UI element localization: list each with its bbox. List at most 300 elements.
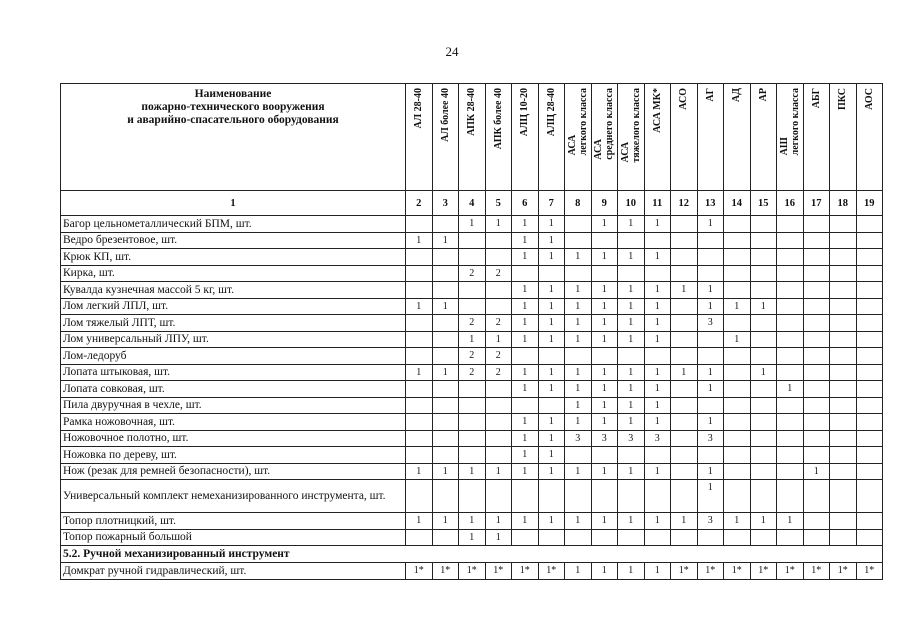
table-row xyxy=(61,397,883,414)
quantity-cell xyxy=(777,232,804,249)
quantity-cell: 1* xyxy=(538,563,565,580)
quantity-cell xyxy=(856,430,883,447)
quantity-cell: 2 xyxy=(459,364,486,381)
table-row xyxy=(61,331,883,348)
quantity-cell: 1 xyxy=(644,249,671,266)
quantity-cell xyxy=(830,480,857,513)
quantity-cell xyxy=(697,331,724,348)
item-name: Кирка, шт. xyxy=(61,265,406,282)
quantity-cell xyxy=(724,447,751,464)
quantity-cell: 2 xyxy=(459,348,486,365)
quantity-cell xyxy=(485,381,512,398)
quantity-cell xyxy=(830,216,857,233)
header-column-6 xyxy=(538,84,565,191)
header-name-line-1: Наименование xyxy=(194,88,272,100)
quantity-cell xyxy=(565,265,592,282)
quantity-cell xyxy=(459,298,486,315)
quantity-cell: 1 xyxy=(512,430,539,447)
item-name: Лопата совковая, шт. xyxy=(61,381,406,398)
quantity-cell xyxy=(459,282,486,299)
quantity-cell: 1 xyxy=(644,397,671,414)
quantity-cell xyxy=(856,397,883,414)
header-column-label: АСА тяжелого класса xyxy=(619,88,642,163)
quantity-cell xyxy=(538,480,565,513)
quantity-cell xyxy=(750,265,777,282)
column-number: 16 xyxy=(777,191,804,216)
item-name: Крюк КП, шт. xyxy=(61,249,406,266)
header-column-11 xyxy=(671,84,698,191)
quantity-cell: 2 xyxy=(459,265,486,282)
header-column-label: АЛЦ 28-40 xyxy=(545,88,557,137)
quantity-cell xyxy=(406,381,433,398)
quantity-cell: 3 xyxy=(591,430,618,447)
quantity-cell xyxy=(777,331,804,348)
quantity-cell xyxy=(803,414,830,431)
header-column-label: АСА среднего класса xyxy=(593,88,616,160)
quantity-cell: 1 xyxy=(538,282,565,299)
quantity-cell: 1 xyxy=(618,315,645,332)
quantity-cell xyxy=(724,463,751,480)
quantity-cell xyxy=(830,430,857,447)
quantity-cell: 1 xyxy=(485,331,512,348)
quantity-cell xyxy=(644,447,671,464)
quantity-cell: 1 xyxy=(512,315,539,332)
quantity-cell xyxy=(512,397,539,414)
quantity-cell xyxy=(406,249,433,266)
table-row xyxy=(61,513,883,530)
quantity-cell xyxy=(697,265,724,282)
table-row xyxy=(61,216,883,233)
item-name: Лом легкий ЛПЛ, шт. xyxy=(61,298,406,315)
quantity-cell xyxy=(697,529,724,546)
table-row xyxy=(61,480,883,513)
quantity-cell xyxy=(406,447,433,464)
quantity-cell: 1 xyxy=(591,364,618,381)
quantity-cell xyxy=(803,364,830,381)
header-column-label: АПК более 40 xyxy=(492,88,504,150)
quantity-cell xyxy=(644,529,671,546)
quantity-cell: 1* xyxy=(485,563,512,580)
quantity-cell: 1 xyxy=(538,298,565,315)
quantity-cell xyxy=(671,414,698,431)
quantity-cell xyxy=(856,298,883,315)
quantity-cell: 1 xyxy=(671,513,698,530)
quantity-cell xyxy=(830,447,857,464)
quantity-cell xyxy=(777,216,804,233)
quantity-cell: 1* xyxy=(750,563,777,580)
quantity-cell xyxy=(671,529,698,546)
quantity-cell: 1 xyxy=(644,563,671,580)
header-column-8 xyxy=(591,84,618,191)
quantity-cell: 1 xyxy=(644,463,671,480)
table-row xyxy=(61,265,883,282)
quantity-cell: 1 xyxy=(565,331,592,348)
quantity-cell xyxy=(856,480,883,513)
quantity-cell xyxy=(565,447,592,464)
quantity-cell: 1 xyxy=(565,364,592,381)
quantity-cell xyxy=(485,298,512,315)
quantity-cell xyxy=(750,463,777,480)
quantity-cell xyxy=(803,232,830,249)
quantity-cell xyxy=(432,216,459,233)
quantity-cell xyxy=(830,315,857,332)
quantity-cell xyxy=(856,447,883,464)
quantity-cell xyxy=(803,315,830,332)
quantity-cell xyxy=(697,232,724,249)
quantity-cell xyxy=(856,414,883,431)
table-row xyxy=(61,414,883,431)
quantity-cell xyxy=(803,430,830,447)
header-column-17 xyxy=(830,84,857,191)
quantity-cell: 1 xyxy=(565,463,592,480)
quantity-cell xyxy=(856,249,883,266)
table-row xyxy=(61,430,883,447)
quantity-cell: 1 xyxy=(512,249,539,266)
quantity-cell xyxy=(724,315,751,332)
quantity-cell: 1 xyxy=(591,463,618,480)
quantity-cell xyxy=(777,282,804,299)
quantity-cell: 2 xyxy=(485,348,512,365)
quantity-cell xyxy=(830,463,857,480)
quantity-cell xyxy=(830,265,857,282)
quantity-cell xyxy=(485,414,512,431)
quantity-cell: 1 xyxy=(724,513,751,530)
quantity-cell: 1 xyxy=(644,216,671,233)
quantity-cell: 1* xyxy=(724,563,751,580)
quantity-cell xyxy=(830,331,857,348)
quantity-cell: 1 xyxy=(697,282,724,299)
quantity-cell: 1 xyxy=(565,381,592,398)
quantity-cell: 1* xyxy=(512,563,539,580)
column-number: 11 xyxy=(644,191,671,216)
quantity-cell: 2 xyxy=(485,265,512,282)
item-name: Лом универсальный ЛПУ, шт. xyxy=(61,331,406,348)
quantity-cell xyxy=(777,315,804,332)
quantity-cell xyxy=(777,298,804,315)
quantity-cell xyxy=(671,216,698,233)
quantity-cell xyxy=(750,249,777,266)
quantity-cell: 1 xyxy=(512,298,539,315)
quantity-cell: 1 xyxy=(618,397,645,414)
quantity-cell xyxy=(406,282,433,299)
quantity-cell xyxy=(856,216,883,233)
quantity-cell xyxy=(485,232,512,249)
quantity-cell xyxy=(777,447,804,464)
quantity-cell: 1 xyxy=(618,282,645,299)
quantity-cell xyxy=(406,315,433,332)
quantity-cell xyxy=(724,216,751,233)
header-name-cell xyxy=(61,84,406,191)
quantity-cell: 1 xyxy=(512,463,539,480)
quantity-cell xyxy=(671,447,698,464)
quantity-cell xyxy=(724,282,751,299)
quantity-cell xyxy=(432,265,459,282)
table-row xyxy=(61,447,883,464)
quantity-cell xyxy=(830,249,857,266)
header-column-15 xyxy=(777,84,804,191)
quantity-cell: 1 xyxy=(459,216,486,233)
quantity-cell: 1 xyxy=(591,249,618,266)
quantity-cell xyxy=(671,298,698,315)
quantity-cell xyxy=(777,265,804,282)
quantity-cell xyxy=(432,381,459,398)
header-column-7 xyxy=(565,84,592,191)
column-number: 5 xyxy=(485,191,512,216)
quantity-cell xyxy=(803,331,830,348)
quantity-cell: 1 xyxy=(512,447,539,464)
quantity-cell: 1 xyxy=(618,249,645,266)
section-header-row xyxy=(61,546,883,563)
quantity-cell xyxy=(591,348,618,365)
quantity-cell xyxy=(724,249,751,266)
quantity-cell xyxy=(803,216,830,233)
quantity-cell: 1 xyxy=(512,364,539,381)
quantity-cell: 2 xyxy=(459,315,486,332)
quantity-cell xyxy=(671,397,698,414)
quantity-cell: 1 xyxy=(644,298,671,315)
column-number: 10 xyxy=(618,191,645,216)
quantity-cell xyxy=(485,430,512,447)
quantity-cell xyxy=(724,381,751,398)
quantity-cell xyxy=(803,282,830,299)
table-header-row xyxy=(61,84,883,191)
quantity-cell xyxy=(406,265,433,282)
quantity-cell xyxy=(618,232,645,249)
header-column-1 xyxy=(406,84,433,191)
quantity-cell: 1 xyxy=(591,216,618,233)
quantity-cell: 1 xyxy=(565,298,592,315)
quantity-cell xyxy=(830,513,857,530)
quantity-cell: 3 xyxy=(565,430,592,447)
quantity-cell: 1 xyxy=(512,232,539,249)
quantity-cell: 1 xyxy=(644,414,671,431)
quantity-cell xyxy=(856,348,883,365)
quantity-cell xyxy=(750,216,777,233)
quantity-cell: 1 xyxy=(512,216,539,233)
quantity-cell xyxy=(750,348,777,365)
quantity-cell xyxy=(671,331,698,348)
quantity-cell: 1 xyxy=(538,447,565,464)
item-name: Ведро брезентовое, шт. xyxy=(61,232,406,249)
quantity-cell: 1 xyxy=(618,331,645,348)
quantity-cell: 1* xyxy=(830,563,857,580)
quantity-cell: 1 xyxy=(512,331,539,348)
quantity-cell: 1 xyxy=(565,563,592,580)
quantity-cell xyxy=(618,447,645,464)
quantity-cell: 1 xyxy=(565,249,592,266)
quantity-cell: 1 xyxy=(644,331,671,348)
quantity-cell: 1 xyxy=(565,513,592,530)
quantity-cell: 1 xyxy=(459,529,486,546)
quantity-cell xyxy=(512,480,539,513)
quantity-cell xyxy=(777,529,804,546)
column-number-row xyxy=(61,191,883,216)
quantity-cell xyxy=(432,430,459,447)
column-number: 18 xyxy=(830,191,857,216)
header-column-13 xyxy=(724,84,751,191)
quantity-cell xyxy=(724,397,751,414)
header-column-label: ПКС xyxy=(837,88,849,111)
quantity-cell: 1 xyxy=(591,414,618,431)
quantity-cell xyxy=(644,480,671,513)
quantity-cell: 1 xyxy=(591,331,618,348)
quantity-cell xyxy=(671,381,698,398)
quantity-cell xyxy=(750,331,777,348)
quantity-cell: 3 xyxy=(697,430,724,447)
item-name: Нож (резак для ремней безопасности), шт. xyxy=(61,463,406,480)
quantity-cell xyxy=(750,529,777,546)
header-column-label: АСА легкого класса xyxy=(566,88,589,156)
quantity-cell xyxy=(777,364,804,381)
item-name: Топор плотницкий, шт. xyxy=(61,513,406,530)
column-number: 4 xyxy=(459,191,486,216)
quantity-cell: 1 xyxy=(750,364,777,381)
column-number: 15 xyxy=(750,191,777,216)
quantity-cell xyxy=(830,529,857,546)
quantity-cell: 1 xyxy=(591,563,618,580)
quantity-cell xyxy=(618,480,645,513)
quantity-cell: 1 xyxy=(697,463,724,480)
table-row xyxy=(61,249,883,266)
quantity-cell: 1 xyxy=(406,232,433,249)
quantity-cell xyxy=(538,265,565,282)
quantity-cell: 1* xyxy=(777,563,804,580)
quantity-cell xyxy=(671,430,698,447)
quantity-cell xyxy=(406,216,433,233)
quantity-cell xyxy=(406,331,433,348)
header-column-16 xyxy=(803,84,830,191)
quantity-cell xyxy=(803,480,830,513)
quantity-cell xyxy=(830,282,857,299)
quantity-cell xyxy=(565,480,592,513)
quantity-cell xyxy=(777,348,804,365)
quantity-cell xyxy=(618,529,645,546)
quantity-cell: 1 xyxy=(671,364,698,381)
quantity-cell xyxy=(591,232,618,249)
quantity-cell xyxy=(432,480,459,513)
quantity-cell xyxy=(724,364,751,381)
quantity-cell xyxy=(856,381,883,398)
quantity-cell: 1 xyxy=(432,298,459,315)
item-name: Топор пожарный большой xyxy=(61,529,406,546)
header-column-2 xyxy=(432,84,459,191)
table-row xyxy=(61,364,883,381)
quantity-cell xyxy=(459,447,486,464)
quantity-cell xyxy=(671,348,698,365)
quantity-cell: 1 xyxy=(750,513,777,530)
quantity-cell: 1* xyxy=(459,563,486,580)
quantity-cell xyxy=(406,414,433,431)
quantity-cell: 1 xyxy=(697,298,724,315)
quantity-cell xyxy=(777,430,804,447)
quantity-cell: 1 xyxy=(618,364,645,381)
quantity-cell xyxy=(591,265,618,282)
quantity-cell: 1 xyxy=(618,563,645,580)
quantity-cell xyxy=(644,265,671,282)
quantity-cell xyxy=(459,480,486,513)
quantity-cell: 3 xyxy=(644,430,671,447)
quantity-cell xyxy=(618,348,645,365)
quantity-cell: 1 xyxy=(565,315,592,332)
quantity-cell: 1 xyxy=(485,216,512,233)
quantity-cell xyxy=(485,397,512,414)
quantity-cell: 3 xyxy=(618,430,645,447)
quantity-cell: 1 xyxy=(406,364,433,381)
column-number: 2 xyxy=(406,191,433,216)
quantity-cell xyxy=(803,265,830,282)
quantity-cell: 1 xyxy=(406,463,433,480)
column-number: 1 xyxy=(61,191,406,216)
quantity-cell xyxy=(750,480,777,513)
item-name: Универсальный комплект немеханизированного инструмента, шт. xyxy=(61,480,406,513)
item-name: Домкрат ручной гидравлический, шт. xyxy=(61,563,406,580)
quantity-cell: 3 xyxy=(697,513,724,530)
quantity-cell xyxy=(830,397,857,414)
column-number: 9 xyxy=(591,191,618,216)
quantity-cell: 2 xyxy=(485,364,512,381)
header-column-5 xyxy=(512,84,539,191)
quantity-cell: 1 xyxy=(777,513,804,530)
header-column-14 xyxy=(750,84,777,191)
table-row xyxy=(61,463,883,480)
quantity-cell: 1 xyxy=(538,463,565,480)
item-name: Пила двуручная в чехле, шт. xyxy=(61,397,406,414)
quantity-cell: 1 xyxy=(618,414,645,431)
quantity-cell: 1 xyxy=(618,298,645,315)
quantity-cell xyxy=(803,381,830,398)
quantity-cell: 1 xyxy=(803,463,830,480)
quantity-cell xyxy=(856,364,883,381)
header-column-label: АПК 28-40 xyxy=(466,88,478,136)
quantity-cell xyxy=(724,265,751,282)
header-column-label: АД xyxy=(731,88,743,103)
quantity-cell xyxy=(724,414,751,431)
quantity-cell xyxy=(432,315,459,332)
quantity-cell: 1 xyxy=(591,315,618,332)
quantity-cell xyxy=(830,348,857,365)
quantity-cell: 1 xyxy=(724,331,751,348)
quantity-cell xyxy=(803,529,830,546)
quantity-cell: 1 xyxy=(697,381,724,398)
quantity-cell: 1* xyxy=(697,563,724,580)
quantity-cell: 1* xyxy=(803,563,830,580)
quantity-cell: 1 xyxy=(459,463,486,480)
section-title: 5.2. Ручной механизированный инструмент xyxy=(61,546,883,563)
quantity-cell xyxy=(856,315,883,332)
quantity-cell xyxy=(750,381,777,398)
header-column-label: АР xyxy=(757,88,769,102)
quantity-cell xyxy=(671,480,698,513)
quantity-cell xyxy=(406,430,433,447)
header-column-label: АСА МК* xyxy=(651,88,663,133)
quantity-cell: 3 xyxy=(697,315,724,332)
quantity-cell: 1 xyxy=(459,331,486,348)
quantity-cell xyxy=(432,397,459,414)
quantity-cell xyxy=(697,397,724,414)
quantity-cell xyxy=(644,348,671,365)
quantity-cell: 1 xyxy=(591,298,618,315)
quantity-cell: 1 xyxy=(565,397,592,414)
quantity-cell: 1 xyxy=(485,463,512,480)
quantity-cell xyxy=(565,348,592,365)
header-column-label: АШ легкого класса xyxy=(778,88,801,156)
quantity-cell: 1 xyxy=(538,249,565,266)
quantity-cell xyxy=(724,348,751,365)
quantity-cell: 1 xyxy=(750,298,777,315)
quantity-cell: 1 xyxy=(538,315,565,332)
header-column-3 xyxy=(459,84,486,191)
quantity-cell xyxy=(830,364,857,381)
